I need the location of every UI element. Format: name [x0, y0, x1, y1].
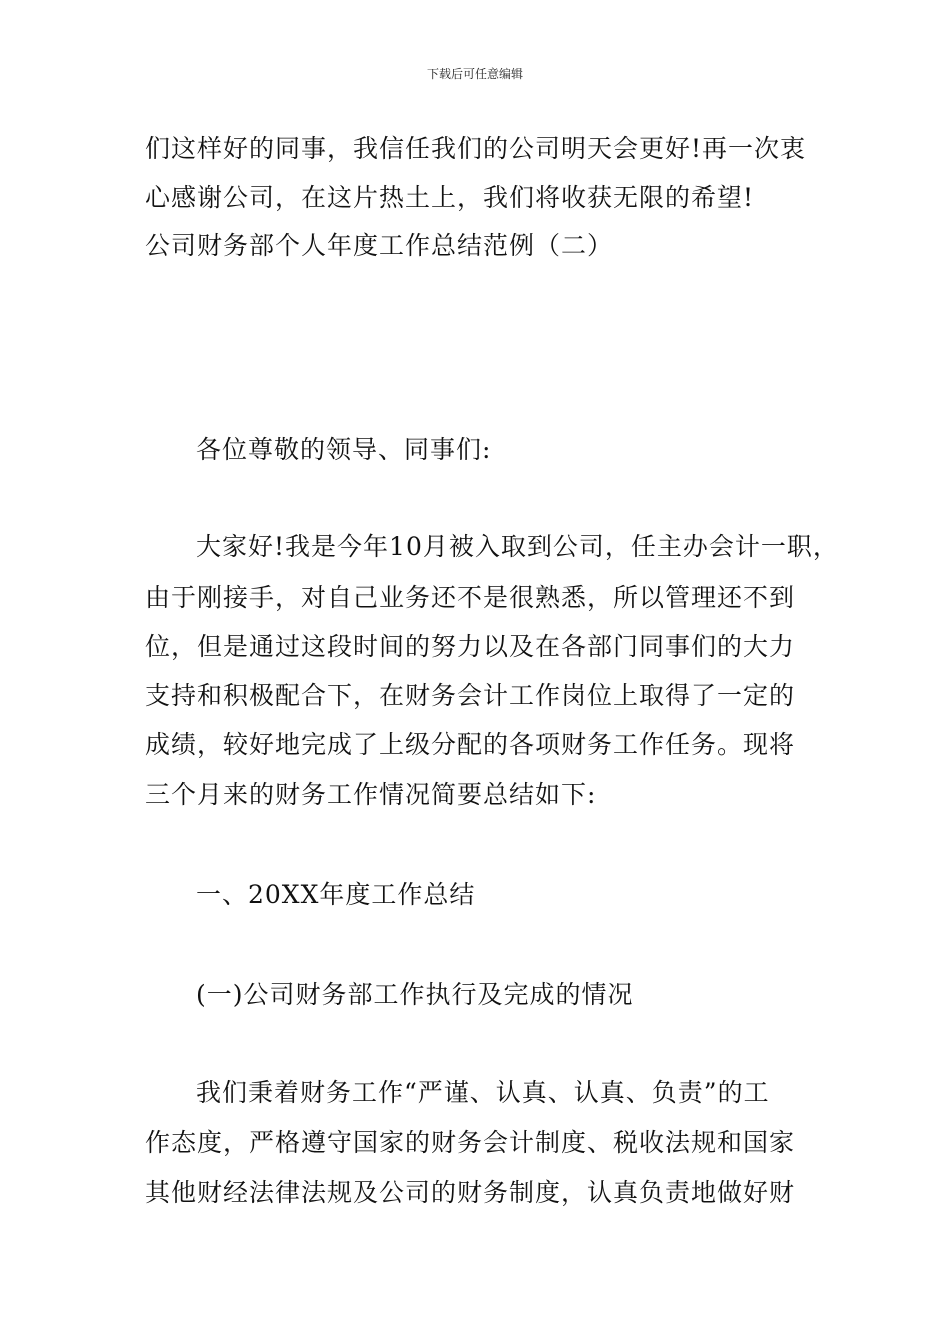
text-line: 我们秉着财务工作“严谨、认真、认真、负责”的工	[196, 1078, 770, 1107]
text-line: 支持和积极配合下，在财务会计工作岗位上取得了一定的	[145, 681, 796, 710]
text-line: 作态度，严格遵守国家的财务会计制度、税收法规和国家	[145, 1128, 796, 1157]
text-line: 大家好!我是今年10月被入取到公司，任主办会计一职，	[196, 532, 839, 561]
heading-level-2: (一)公司财务部工作执行及完成的情况	[196, 980, 634, 1009]
text-line: 们这样好的同事，我信任我们的公司明天会更好!再一次衷	[145, 134, 807, 163]
page-header-note: 下载后可任意编辑	[426, 67, 523, 81]
text-line: 成绩，较好地完成了上级分配的各项财务工作任务。现将	[145, 730, 796, 759]
text-line: 心感谢公司，在这片热土上，我们将收获无限的希望!	[145, 183, 755, 212]
heading-level-1: 一、20XX年度工作总结	[196, 880, 476, 909]
text-line: 其他财经法律法规及公司的财务制度，认真负责地做好财	[145, 1178, 796, 1207]
salutation: 各位尊敬的领导、同事们:	[196, 435, 492, 464]
text-line: 由于刚接手，对自己业务还不是很熟悉，所以管理还不到	[145, 583, 796, 612]
section-title: 公司财务部个人年度工作总结范例（二）	[145, 231, 614, 260]
text-line: 三个月来的财务工作情况简要总结如下:	[145, 780, 597, 809]
text-line: 位，但是通过这段时间的努力以及在各部门同事们的大力	[145, 632, 796, 661]
